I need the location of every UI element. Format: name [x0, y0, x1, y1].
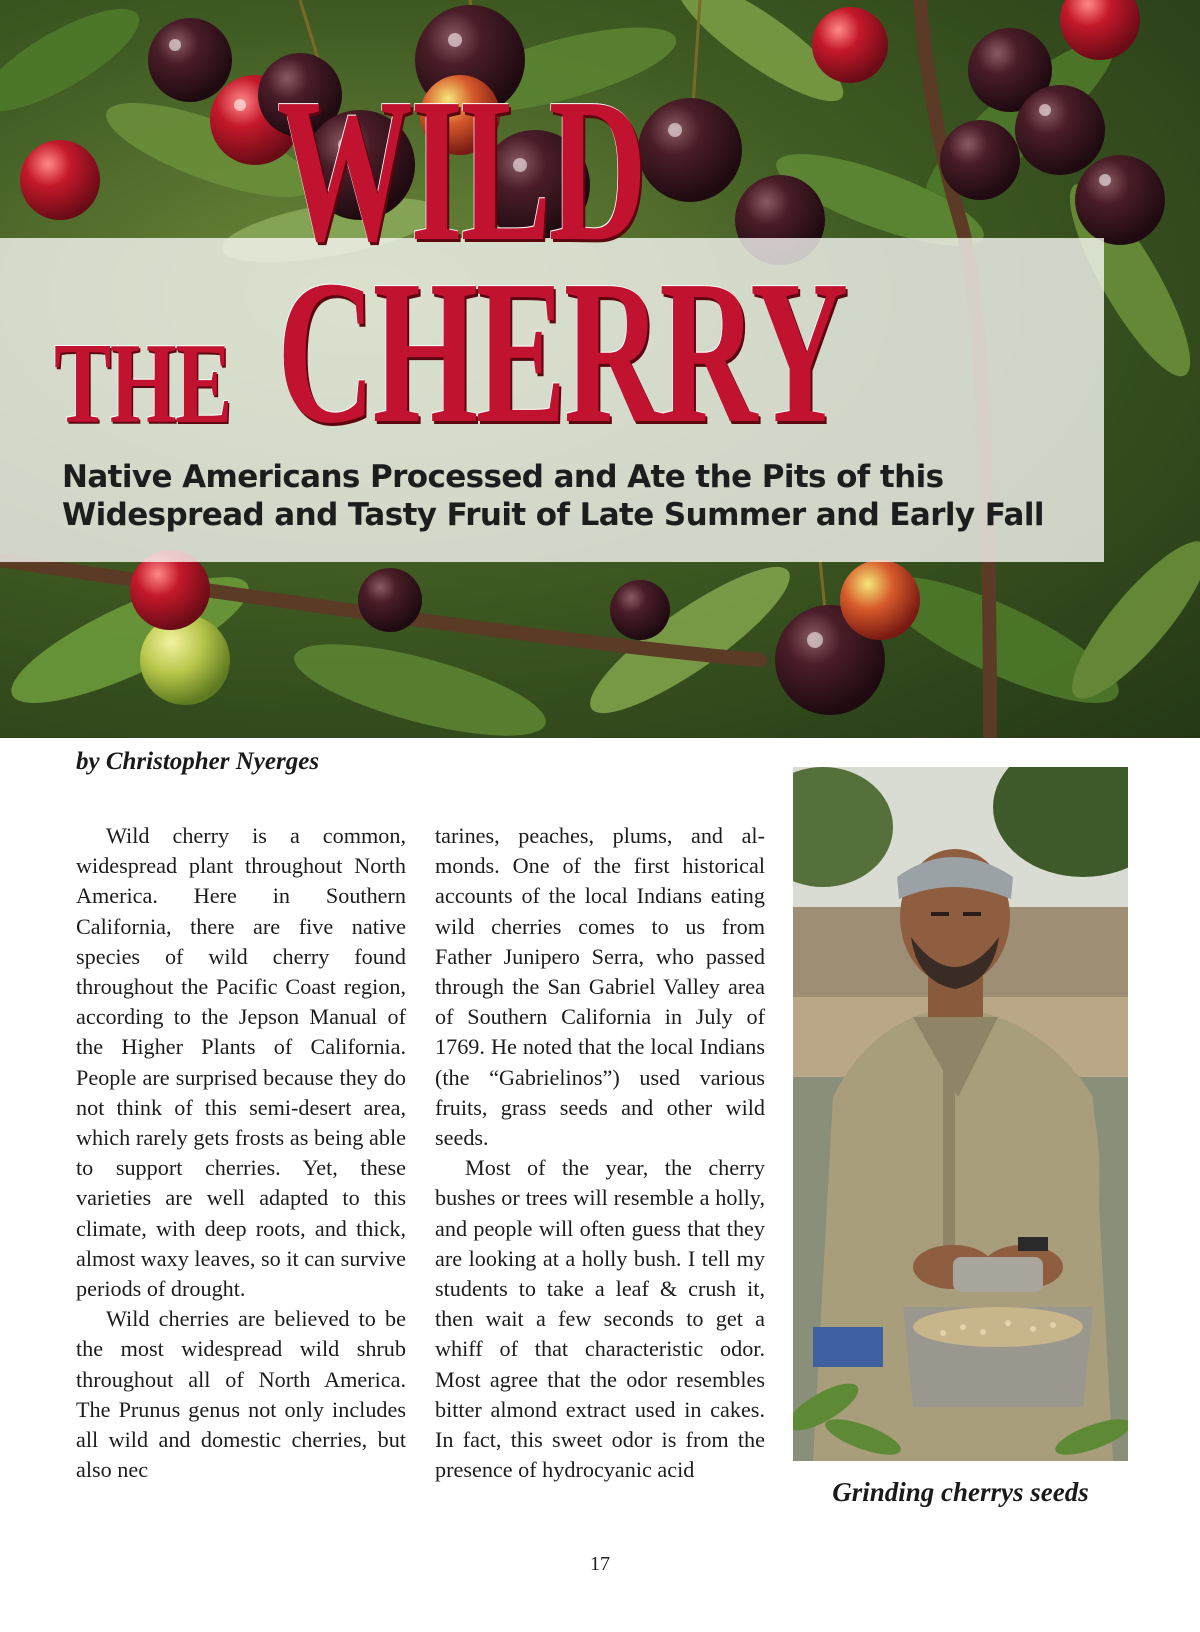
grinding-photo	[793, 767, 1128, 1461]
column-1	[76, 821, 406, 1485]
man-grinding-illustration	[793, 767, 1128, 1461]
article-subtitle	[62, 458, 1092, 534]
column-2	[435, 821, 765, 1485]
paragraph: Most of the year, the cherry bushes or trees will resemble a holly, and people will often guess that they are looking at a holly bush. I tell my students to take a leaf & crush it, then wait a few seconds to get a whiff of that characteristic odor. Most agree that the odor resembles bitter almond extract used in cakes. In fact, this sweet odor is from the presence of hydrocyanic acid	[435, 1155, 765, 1483]
page-number: 17	[590, 1553, 610, 1575]
subtitle-line-2: Widespread and Tasty Fruit of Late Summer and Early Fall	[62, 497, 1044, 533]
paragraph: Wild cherry is a common, widespread plant throughout North America. Here in Southern California, there are five native species of wild cherry found throughout the Pacific Coast region, according to the Jepson Manual of the Higher Plants of California. People are surprised because they do not think of this semi-desert area, which rarely gets frosts as being able to support cherries. Yet, these varieties are well adapted to this climate, with deep roots, and thick, almost waxy leaves, so it can survive periods of drought.	[76, 823, 406, 1302]
title-main: WILD CHERRY	[276, 55, 846, 466]
article-title	[54, 55, 1200, 466]
photo-caption: Grinding cherrys seeds	[832, 1477, 1089, 1507]
subtitle-line-1: Native Americans Processed and Ate the Pits of this	[62, 459, 944, 495]
paragraph: tarines, peaches, plums, and almonds. One of the first historical accounts of the local Indians eating wild cherries comes to us from Father Junipero Serra, who passed through the San Gabriel Valley area of Southern California in July of 1769. He noted that the local Indians (the “Gabrielinos”) used various fruits, grass seeds and other wild seeds.	[435, 823, 765, 1151]
byline: by Christopher Nyerges	[76, 748, 320, 775]
title-prefix: THE	[54, 320, 231, 448]
paragraph: Wild cherries are believed to be the most widespread wild shrub throughout all of North America. The Prunus genus not only includes all wild and domestic cherries, but also nec	[76, 1306, 406, 1483]
